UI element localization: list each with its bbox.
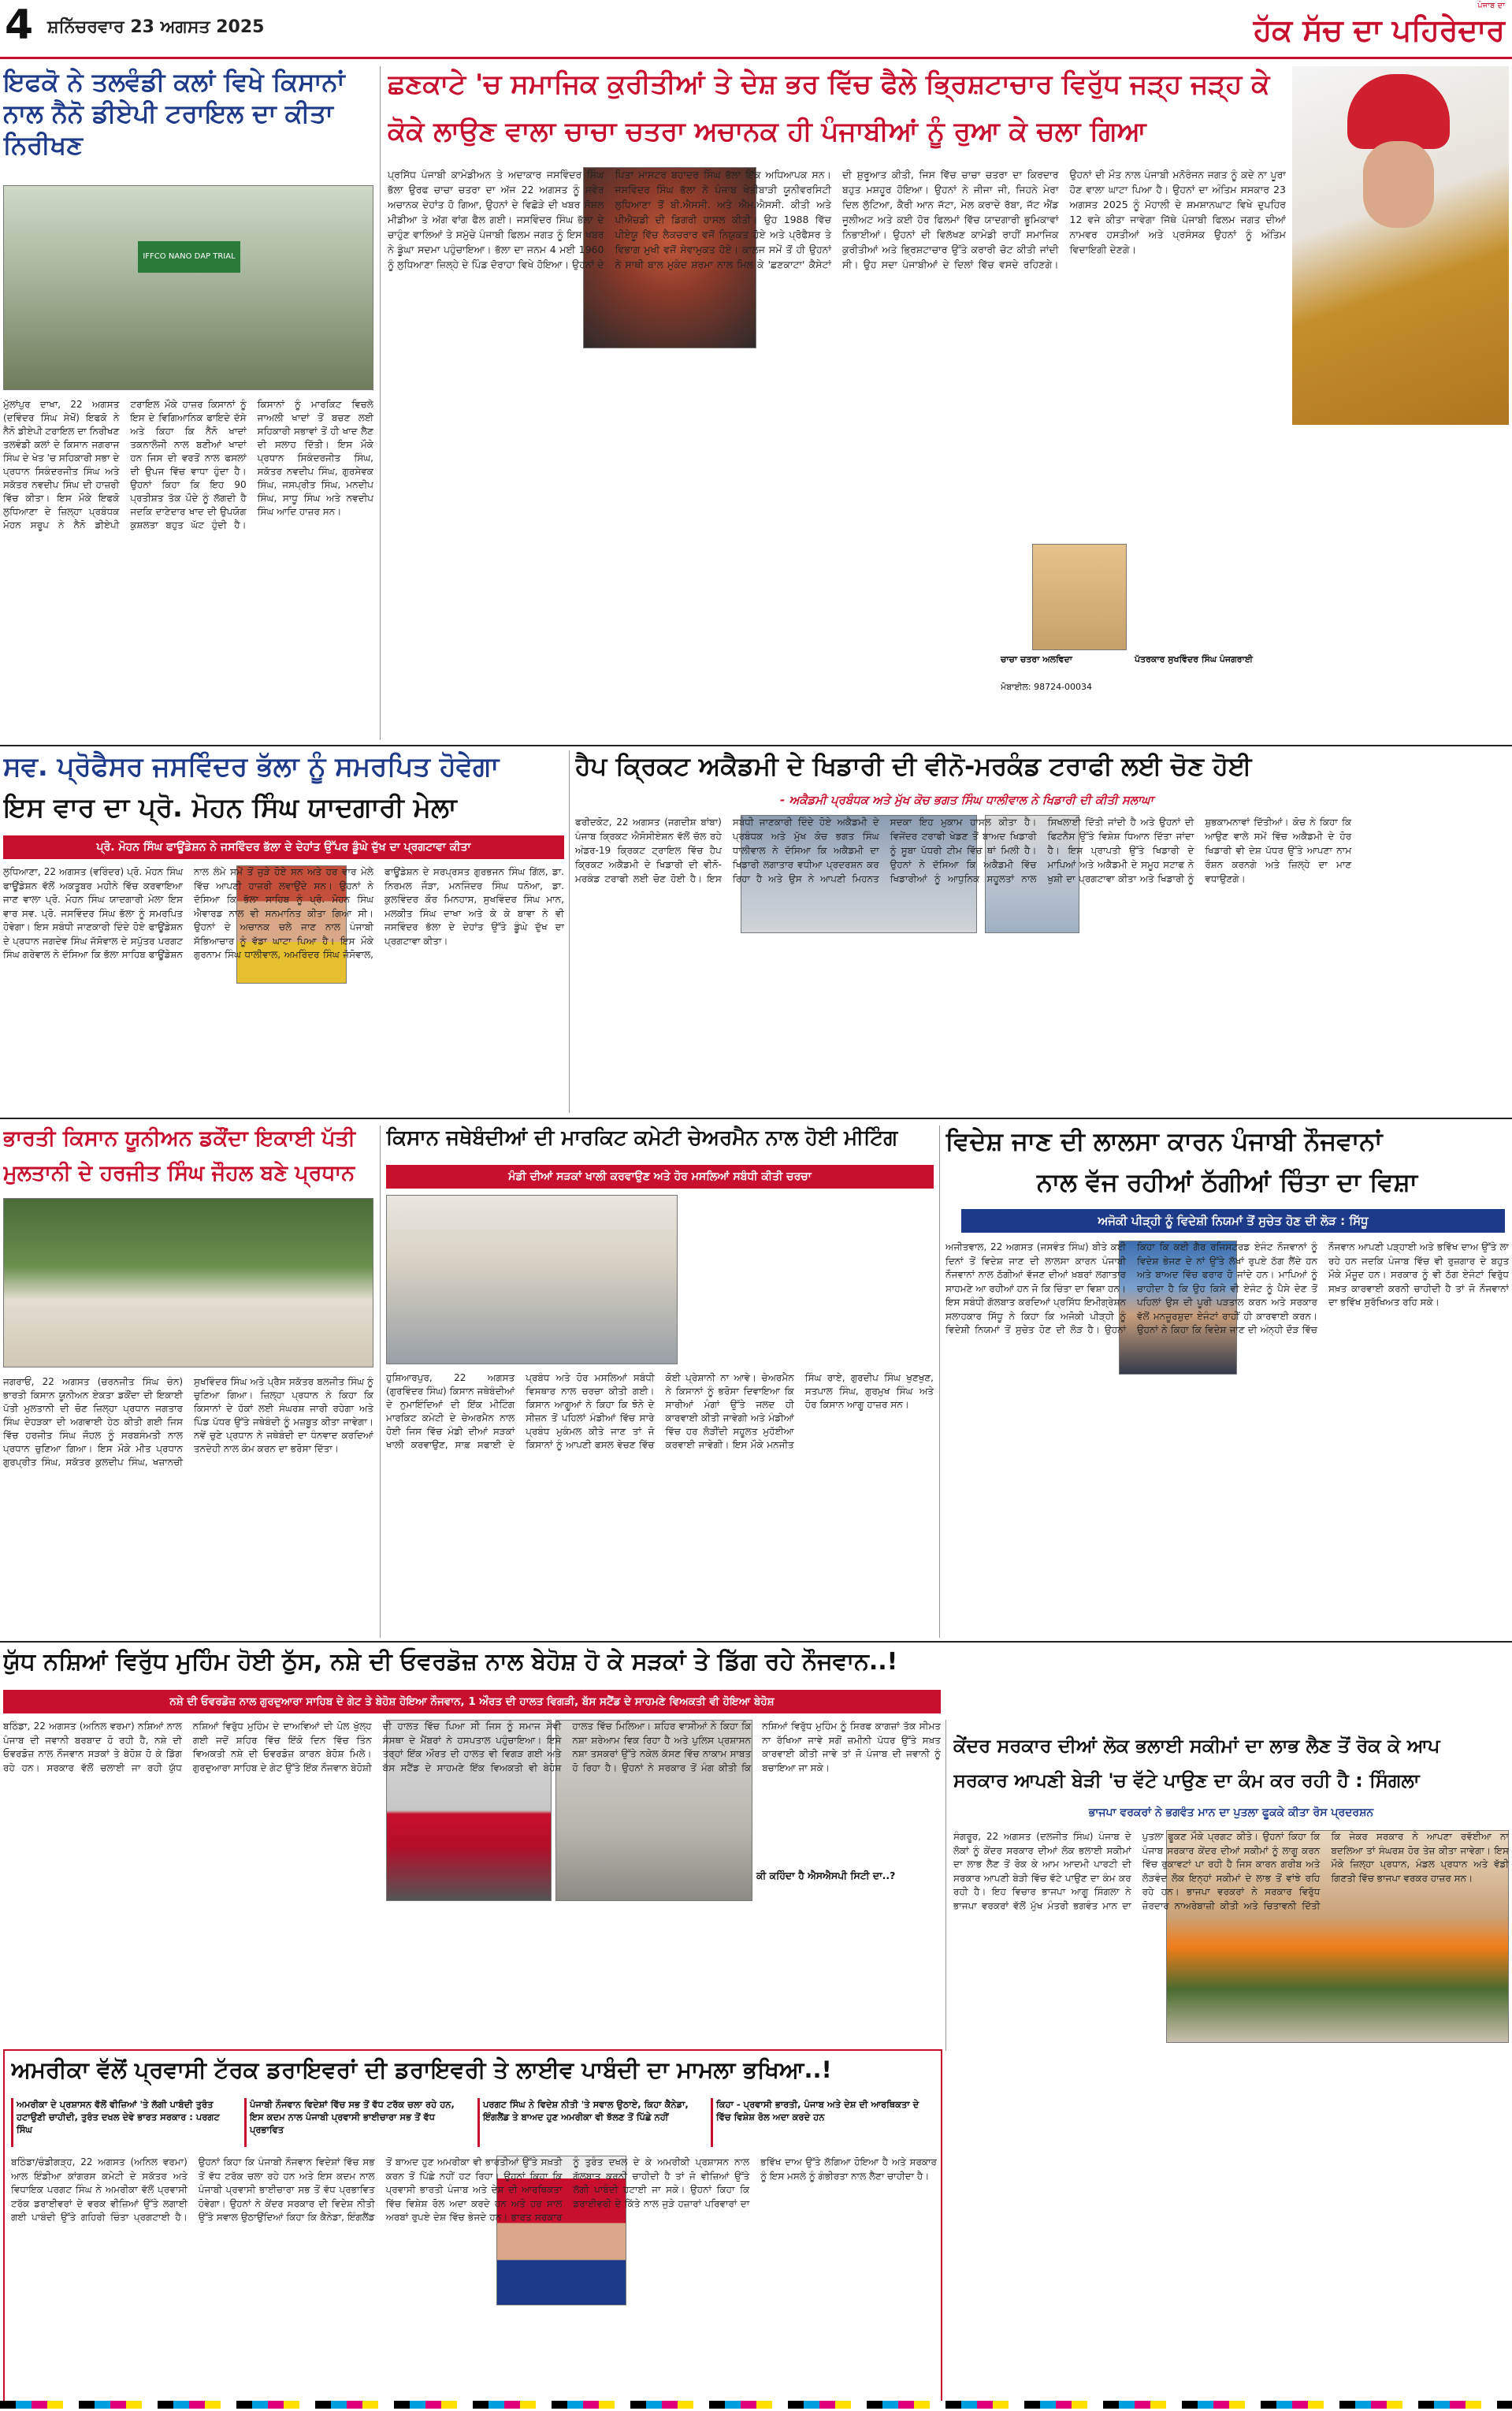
story10-body: ਬਠਿੰਡਾ/ਚੰਡੀਗੜ੍ਹ, 22 ਅਗਸਤ (ਅਨਿਲ ਵਰਮਾ) ਆਲ ਇੰਡੀਆ ਕਾਂਗਰਸ ਕਮੇਟੀ ਦੇ ਸਕੱਤਰ ਅਤੇ ਵਿਧਾਇਕ ਪਰਗਟ ਸਿੰਘ ਨੇ ਅਮਰੀਕਾ ਵੱਲੋਂ ਪ੍ਰਵਾਸੀ ਟਰੱਕ ਡਰਾਈਵਰਾਂ ਦੇ ਵਰਕ ਵੀਜ਼ਿਆਂ ਉੱਤੇ ਲਗਾਈ ਗਈ ਪਾਬੰਦੀ ਉੱਤੇ ਗਹਿਰੀ ਚਿੰਤਾ ਪ੍ਰਗਟਾਈ ਹੈ। ਉਹਨਾਂ ਕਿਹਾ ਕਿ ਪੰਜਾਬੀ ਨੌਜਵਾਨ ਵਿਦੇਸ਼ਾਂ ਵਿੱਚ ਸਭ ਤੋਂ ਵੱਧ ਟਰੱਕ ਚਲਾ ਰਹੇ ਹਨ ਅਤੇ ਇਸ ਕਦਮ ਨਾਲ ਪੰਜਾਬੀ ਪ੍ਰਵਾਸੀ ਭਾਈਚਾਰਾ ਸਭ ਤੋਂ ਵੱਧ ਪ੍ਰਭਾਵਿਤ ਹੋਵੇਗਾ। ਉਹਨਾਂ ਨੇ ਕੇਂਦਰ ਸਰਕਾਰ ਦੀ ਵਿਦੇਸ਼ ਨੀਤੀ ਉੱਤੇ ਸਵਾਲ ਉਠਾਉਂਦਿਆਂ ਕਿਹਾ ਕਿ ਕੈਨੇਡਾ, ਇੰਗਲੈਂਡ ਤੋਂ ਬਾਅਦ ਹੁਣ ਅਮਰੀਕਾ ਵੀ ਭਾਰਤੀਆਂ ਉੱਤੇ ਸਖ਼ਤੀ ਕਰਨ ਤੋਂ ਪਿੱਛੇ ਨਹੀਂ ਹਟ ਰਿਹਾ। ਉਹਨਾਂ ਕਿਹਾ ਕਿ ਪ੍ਰਵਾਸੀ ਭਾਰਤੀ ਪੰਜਾਬ ਅਤੇ ਦੇਸ਼ ਦੀ ਆਰਥਿਕਤਾ ਵਿੱਚ ਵਿਸ਼ੇਸ਼ ਰੋਲ ਅਦਾ ਕਰਦੇ ਹਨ ਅਤੇ ਹਰ ਸਾਲ ਅਰਬਾਂ ਰੁਪਏ ਦੇਸ਼ ਵਿੱਚ ਭੇਜਦੇ ਹਨ। ਭਾਰਤ ਸਰਕਾਰ ਨੂੰ ਤੁਰੰਤ ਦਖਲ ਦੇ ਕੇ ਅਮਰੀਕੀ ਪ੍ਰਸ਼ਾਸਨ ਨਾਲ ਗੱਲਬਾਤ ਕਰਨੀ ਚਾਹੀਦੀ ਹੈ ਤਾਂ ਜੋ ਵੀਜ਼ਿਆਂ ਉੱਤੇ ਲੱਗੀ ਪਾਬੰਦੀ ਹਟਾਈ ਜਾ ਸਕੇ। ਉਹਨਾਂ ਕਿਹਾ ਕਿ ਡਰਾਈਵਰੀ ਦੇ ਕਿੱਤੇ ਨਾਲ ਜੁੜੇ ਹਜ਼ਾਰਾਂ ਪਰਿਵਾਰਾਂ ਦਾ ਭਵਿੱਖ ਦਾਅ ਉੱਤੇ ਲੱਗਿਆ ਹੋਇਆ ਹੈ ਅਤੇ ਸਰਕਾਰ ਨੂੰ ਇਸ ਮਸਲੇ ਨੂੰ ਗੰਭੀਰਤਾ ਨਾਲ ਲੈਣਾ ਚਾਹੀਦਾ ਹੈ। (11, 2156, 937, 2223)
story2-byline-photo (1032, 544, 1127, 650)
column-divider-4 (939, 1126, 940, 1638)
masthead-title: ਹੱਕ ਸੱਚ ਦਾ ਪਹਿਰੇਦਾਰ (1253, 13, 1505, 47)
story3-headline-line2: ਇਸ ਵਾਰ ਦਾ ਪ੍ਰੋ. ਮੋਹਨ ਸਿੰਘ ਯਾਦਗਾਰੀ ਮੇਲਾ (3, 792, 457, 824)
section-divider (0, 745, 1512, 746)
story6-strap: ਮੰਡੀ ਦੀਆਂ ਸੜਕਾਂ ਖਾਲੀ ਕਰਵਾਉਣ ਅਤੇ ਹੋਰ ਮਸਲਿਆਂ ਸਬੰਧੀ ਕੀਤੀ ਚਰਚਾ (386, 1165, 934, 1189)
story8-headline: ਯੁੱਧ ਨਸ਼ਿਆਂ ਵਿਰੁੱਧ ਮੁਹਿੰਮ ਹੋਈ ਠੁੱਸ, ਨਸ਼ੇ ਦੀ ਓਵਰਡੋਜ਼ ਨਾਲ ਬੇਹੋਸ਼ ਹੋ ਕੇ ਸੜਕਾਂ ਤੇ ਡਿੱਗ ਰਹੇ ਨੌਜਵਾਨ..! (3, 1648, 898, 1676)
story3-strap: ਪ੍ਰੋ. ਮੋਹਨ ਸਿੰਘ ਫਾਊਂਡੇਸ਼ਨ ਨੇ ਜਸਵਿੰਦਰ ਭੱਲਾ ਦੇ ਦੇਹਾਂਤ ਉੱਪਰ ਡੂੰਘੇ ਦੁੱਖ ਦਾ ਪ੍ਰਗਟਾਵਾ ਕੀਤਾ (3, 835, 564, 859)
story3-headline-line1: ਸਵ. ਪ੍ਰੋਫੈਸਰ ਜਸਵਿੰਦਰ ਭੱਲਾ ਨੂੰ ਸਮਰਪਿਤ ਹੋਵੇਗਾ (3, 751, 500, 783)
column-divider-2 (569, 750, 570, 1113)
story2-headline-line1: ਛਣਕਾਟੇ 'ਚ ਸਮਾਜਿਕ ਕੁਰੀਤੀਆਂ ਤੇ ਦੇਸ਼ ਭਰ ਵਿੱਚ ਫੈਲੇ ਭ੍ਰਿਸ਼ਟਾਚਾਰ ਵਿਰੁੱਧ ਜੜ੍ਹ ਜੜ੍ਹ ਕੇ (388, 69, 1270, 100)
story6-body: ਹੁਸ਼ਿਆਰਪੁਰ, 22 ਅਗਸਤ (ਗੁਰਵਿੰਦਰ ਸਿੰਘ) ਕਿਸਾਨ ਜਥੇਬੰਦੀਆਂ ਦੇ ਨੁਮਾਇੰਦਿਆਂ ਦੀ ਇੱਕ ਮੀਟਿੰਗ ਮਾਰਕਿਟ ਕਮੇਟੀ ਦੇ ਚੇਅਰਮੈਨ ਨਾਲ ਹੋਈ ਜਿਸ ਵਿੱਚ ਮੰਡੀ ਦੀਆਂ ਸੜਕਾਂ ਖਾਲੀ ਕਰਵਾਉਣ, ਸਾਫ਼ ਸਫਾਈ ਦੇ ਪ੍ਰਬੰਧ ਅਤੇ ਹੋਰ ਮਸਲਿਆਂ ਸਬੰਧੀ ਵਿਸਥਾਰ ਨਾਲ ਚਰਚਾ ਕੀਤੀ ਗਈ। ਕਿਸਾਨ ਆਗੂਆਂ ਨੇ ਕਿਹਾ ਕਿ ਝੋਨੇ ਦੇ ਸੀਜ਼ਨ ਤੋਂ ਪਹਿਲਾਂ ਮੰਡੀਆਂ ਵਿੱਚ ਸਾਰੇ ਪ੍ਰਬੰਧ ਮੁਕੰਮਲ ਕੀਤੇ ਜਾਣ ਤਾਂ ਜੋ ਕਿਸਾਨਾਂ ਨੂੰ ਆਪਣੀ ਫਸਲ ਵੇਚਣ ਵਿੱਚ ਕੋਈ ਪ੍ਰੇਸ਼ਾਨੀ ਨਾ ਆਵੇ। ਚੇਅਰਮੈਨ ਨੇ ਕਿਸਾਨਾਂ ਨੂੰ ਭਰੋਸਾ ਦਿਵਾਇਆ ਕਿ ਸਾਰੀਆਂ ਮੰਗਾਂ ਉੱਤੇ ਜਲਦ ਹੀ ਕਾਰਵਾਈ ਕੀਤੀ ਜਾਵੇਗੀ ਅਤੇ ਮੰਡੀਆਂ ਵਿੱਚ ਹਰ ਲੋੜੀਂਦੀ ਸਹੂਲਤ ਮੁਹੱਈਆ ਕਰਵਾਈ ਜਾਵੇਗੀ। ਇਸ ਮੌਕੇ ਮਨਜੀਤ ਸਿੰਘ ਰਾਏ, ਗੁਰਦੀਪ ਸਿੰਘ ਖੁਣਖੁਣ, ਸਤਪਾਲ ਸਿੰਘ, ਗੁਰਮੁਖ ਸਿੰਘ ਅਤੇ ਹੋਰ ਕਿਸਾਨ ਆਗੂ ਹਾਜ਼ਰ ਸਨ। (386, 1372, 934, 1450)
story2-byline-name: ਪੱਤਰਕਾਰ ਸੁਖਵਿੰਦਰ ਸਿੰਘ ਪੰਜਗਰਾਈ (1135, 654, 1253, 664)
story2-headline-line2: ਕੋਕੇ ਲਾਉਣ ਵਾਲਾ ਚਾਚਾ ਚਤਰਾ ਅਚਾਨਕ ਹੀ ਪੰਜਾਬੀਆਂ ਨੂੰ ਰੁਆ ਕੇ ਚਲਾ ਗਿਆ (388, 116, 1146, 147)
page-header (0, 0, 1512, 55)
story10-strap-1: ਅਮਰੀਕਾ ਦੇ ਪ੍ਰਸ਼ਾਸਨ ਵੱਲੋਂ ਵੀਜ਼ਿਆਂ 'ਤੇ ਲੱਗੀ ਪਾਬੰਦੀ ਤੁਰੰਤ ਹਟਾਉਣੀ ਚਾਹੀਦੀ, ਤੁਰੰਤ ਦਖਲ ਦੇਵੇ ਭਾਰਤ ਸਰਕਾਰ : ਪਰਗਟ ਸਿੰਘ (11, 2098, 236, 2147)
story5-headline-line1: ਭਾਰਤੀ ਕਿਸਾਨ ਯੂਨੀਅਨ ਡਕੌਂਦਾ ਇਕਾਈ ਪੱਤੀ (3, 1126, 356, 1151)
story7-headline-line2: ਨਾਲ ਵੱਜ ਰਹੀਆਂ ਠੱਗੀਆਂ ਚਿੰਤਾ ਦਾ ਵਿਸ਼ਾ (1036, 1167, 1418, 1197)
story5-headline-line2: ਮੁਲਤਾਨੀ ਦੇ ਹਰਜੀਤ ਸਿੰਘ ਜੌਹਲ ਬਣੇ ਪ੍ਰਧਾਨ (3, 1161, 355, 1185)
story1-photo-banner: IFFCO NANO DAP TRIAL (138, 241, 240, 273)
turban-shape (1347, 74, 1450, 149)
masthead-tag: ਪੰਜਾਬ ਦਾ (1477, 2, 1505, 10)
face-shape (1363, 141, 1434, 228)
story10-strap-2: ਪੰਜਾਬੀ ਨੌਜਵਾਨ ਵਿਦੇਸ਼ਾਂ ਵਿੱਚ ਸਭ ਤੋਂ ਵੱਧ ਟਰੱਕ ਚਲਾ ਰਹੇ ਹਨ, ਇਸ ਕਦਮ ਨਾਲ ਪੰਜਾਬੀ ਪ੍ਰਵਾਸੀ ਭਾਈਚਾਰਾ ਸਭ ਤੋਂ ਵੱਧ ਪ੍ਰਭਾਵਿਤ (244, 2098, 469, 2147)
story6-headline: ਕਿਸਾਨ ਜਥੇਬੰਦੀਆਂ ਦੀ ਮਾਰਕਿਟ ਕਮੇਟੀ ਚੇਅਰਮੈਨ ਨਾਲ ਹੋਈ ਮੀਟਿੰਗ (386, 1126, 898, 1150)
story2-body: ਪ੍ਰਸਿੱਧ ਪੰਜਾਬੀ ਕਾਮੇਡੀਅਨ ਤੇ ਅਦਾਕਾਰ ਜਸਵਿੰਦਰ ਸਿੰਘ ਭੱਲਾ ਉਰਫ ਚਾਚਾ ਚਤਰਾ ਦਾ ਅੱਜ 22 ਅਗਸਤ ਨੂੰ ਸਵੇਰ ਅਚਾਨਕ ਦੇਹਾਂਤ ਹੋ ਗਿਆ, ਉਹਨਾਂ ਦੇ ਵਿਛੋੜੇ ਦੀ ਖਬਰ ਸੋਸ਼ਲ ਮੀਡੀਆ ਤੇ ਅੱਗ ਵਾਂਗ ਫੈਲ ਗਈ। ਜਸਵਿੰਦਰ ਸਿੰਘ ਭੱਲਾ ਦੇ ਚਾਹੁੰਣ ਵਾਲਿਆਂ ਤੇ ਸਮੁੱਚੇ ਪੰਜਾਬੀ ਫਿਲਮ ਜਗਤ ਨੂੰ ਇਸ ਖਬਰ ਨੇ ਡੂੰਘਾ ਸਦਮਾ ਪਹੁੰਚਾਇਆ। ਭੱਲਾ ਦਾ ਜਨਮ 4 ਮਈ 1960 ਨੂੰ ਲੁਧਿਆਣਾ ਜ਼ਿਲ੍ਹੇ ਦੇ ਪਿੰਡ ਦੋਰਾਹਾ ਵਿਖੇ ਹੋਇਆ। ਉਹਨਾਂ ਦੇ ਪਿਤਾ ਮਾਸਟਰ ਬਹਾਦਰ ਸਿੰਘ ਭੱਲਾ ਇੱਕ ਅਧਿਆਪਕ ਸਨ। ਜਸਵਿੰਦਰ ਸਿੰਘ ਭੱਲਾ ਨੇ ਪੰਜਾਬ ਖੇਤੀਬਾੜੀ ਯੂਨੀਵਰਸਿਟੀ ਲੁਧਿਆਣਾ ਤੋਂ ਬੀ.ਐਸਸੀ. ਅਤੇ ਐਮ.ਐਸਸੀ. ਕੀਤੀ ਅਤੇ ਪੀਐਚਡੀ ਦੀ ਡਿਗਰੀ ਹਾਸਲ ਕੀਤੀ। ਉਹ 1988 ਵਿੱਚ ਪੀਏਯੂ ਵਿੱਚ ਲੈਕਚਰਾਰ ਵਜੋਂ ਨਿਯੁਕਤ ਹੋਏ ਅਤੇ ਪ੍ਰੋਫੈਸਰ ਤੇ ਵਿਭਾਗ ਮੁਖੀ ਵਜੋਂ ਸੇਵਾਮੁਕਤ ਹੋਏ। ਕਾਲਜ ਸਮੇਂ ਤੋਂ ਹੀ ਉਹਨਾਂ ਨੇ ਸਾਥੀ ਬਾਲ ਮੁਕੰਦ ਸ਼ਰਮਾ ਨਾਲ ਮਿਲ ਕੇ 'ਛਣਕਾਟਾ' ਕੈਸੇਟਾਂ ਦੀ ਸ਼ੁਰੂਆਤ ਕੀਤੀ, ਜਿਸ ਵਿੱਚ ਚਾਚਾ ਚਤਰਾ ਦਾ ਕਿਰਦਾਰ ਬਹੁਤ ਮਸ਼ਹੂਰ ਹੋਇਆ। ਉਹਨਾਂ ਨੇ ਜੀਜਾ ਜੀ, ਜਿਹਨੇ ਮੇਰਾ ਦਿਲ ਲੁੱਟਿਆ, ਕੈਰੀ ਆਨ ਜੱਟਾ, ਮੇਲ ਕਰਾਦੇ ਰੱਬਾ, ਜੱਟ ਐਂਡ ਜੂਲੀਅਟ ਅਤੇ ਕਈ ਹੋਰ ਫਿਲਮਾਂ ਵਿੱਚ ਯਾਦਗਾਰੀ ਭੂਮਿਕਾਵਾਂ ਨਿਭਾਈਆਂ। ਉਹਨਾਂ ਦੀ ਵਿਲੱਖਣ ਕਾਮੇਡੀ ਰਾਹੀਂ ਸਮਾਜਿਕ ਕੁਰੀਤੀਆਂ ਅਤੇ ਭ੍ਰਿਸ਼ਟਾਚਾਰ ਉੱਤੇ ਕਰਾਰੀ ਚੋਟ ਕੀਤੀ ਜਾਂਦੀ ਸੀ। ਉਹ ਸਦਾ ਪੰਜਾਬੀਆਂ ਦੇ ਦਿਲਾਂ ਵਿੱਚ ਵਸਦੇ ਰਹਿਣਗੇ। ਉਹਨਾਂ ਦੀ ਮੌਤ ਨਾਲ ਪੰਜਾਬੀ ਮਨੋਰੰਜਨ ਜਗਤ ਨੂੰ ਕਦੇ ਨਾ ਪੂਰਾ ਹੋਣ ਵਾਲਾ ਘਾਟਾ ਪਿਆ ਹੈ। ਉਹਨਾਂ ਦਾ ਅੰਤਿਮ ਸਸਕਾਰ 23 ਅਗਸਤ 2025 ਨੂੰ ਮੋਹਾਲੀ ਦੇ ਸ਼ਮਸ਼ਾਨਘਾਟ ਵਿਖੇ ਦੁਪਹਿਰ 12 ਵਜੇ ਕੀਤਾ ਜਾਵੇਗਾ ਜਿੱਥੇ ਪੰਜਾਬੀ ਫਿਲਮ ਜਗਤ ਦੀਆਂ ਨਾਮਵਰ ਹਸਤੀਆਂ ਅਤੇ ਪ੍ਰਸੰਸਕ ਉਹਨਾਂ ਨੂੰ ਅੰਤਿਮ ਵਿਦਾਇਗੀ ਦੇਣਗੇ। (388, 169, 1286, 270)
column-divider (380, 66, 381, 740)
story5-photo (3, 1198, 373, 1367)
story2-byline-phone: ਮੋਬਾਈਲ: 98724-00034 (1001, 682, 1093, 692)
column-divider-5 (945, 1720, 946, 2051)
story6-photo (386, 1195, 678, 1364)
story1-body: ਮੁੱਲਾਂਪੁਰ ਦਾਖਾ, 22 ਅਗਸਤ (ਦਵਿੰਦਰ ਸਿੰਘ ਸੇਖੋਂ) ਇਫਕੋ ਨੇ ਨੈਨੋ ਡੀਏਪੀ ਟਰਾਇਲ ਦਾ ਨਿਰੀਖਣ ਤਲਵੰਡੀ ਕਲਾਂ ਦੇ ਕਿਸਾਨ ਜਗਰਾਜ ਸਿੰਘ ਦੇ ਖੇਤ 'ਚ ਸਹਿਕਾਰੀ ਸਭਾ ਦੇ ਪ੍ਰਧਾਨ ਸਿਕੰਦਰਜੀਤ ਸਿੰਘ ਅਤੇ ਸਕੱਤਰ ਨਵਦੀਪ ਸਿੰਘ ਦੀ ਹਾਜ਼ਰੀ ਵਿੱਚ ਕੀਤਾ। ਇਸ ਮੌਕੇ ਇਫਕੋ ਲੁਧਿਆਣਾ ਦੇ ਜ਼ਿਲ੍ਹਾ ਪ੍ਰਬੰਧਕ ਮੋਹਨ ਸਰੂਪ ਨੇ ਨੈਨੋ ਡੀਏਪੀ ਟਰਾਇਲ ਮੌਕੇ ਹਾਜ਼ਰ ਕਿਸਾਨਾਂ ਨੂੰ ਇਸ ਦੇ ਵਿਗਿਆਨਿਕ ਫਾਇਦੇ ਦੱਸੇ ਅਤੇ ਕਿਹਾ ਕਿ ਨੈਨੋ ਖਾਦਾਂ ਤਕਨਾਲੋਜੀ ਨਾਲ ਬਣੀਆਂ ਖਾਦਾਂ ਹਨ ਜਿਸ ਦੀ ਵਰਤੋਂ ਨਾਲ ਫਸਲਾਂ ਦੀ ਉਪਜ ਵਿੱਚ ਵਾਧਾ ਹੁੰਦਾ ਹੈ। ਉਹਨਾਂ ਕਿਹਾ ਕਿ ਇਹ 90 ਪ੍ਰਤੀਸ਼ਤ ਤੱਕ ਪੌਦੇ ਨੂੰ ਲੱਗਦੀ ਹੈ ਜਦਕਿ ਦਾਣੇਦਾਰ ਖਾਦ ਦੀ ਉਪਯੋਗ ਕੁਸ਼ਲਤਾ ਬਹੁਤ ਘੱਟ ਹੁੰਦੀ ਹੈ। ਕਿਸਾਨਾਂ ਨੂੰ ਮਾਰਕਿਟ ਵਿਚਲੇ ਜਾਅਲੀ ਖਾਦਾਂ ਤੋਂ ਬਚਣ ਲਈ ਸਹਿਕਾਰੀ ਸਭਾਵਾਂ ਤੋਂ ਹੀ ਖਾਦ ਲੈਣ ਦੀ ਸਲਾਹ ਦਿੱਤੀ। ਇਸ ਮੌਕੇ ਪ੍ਰਧਾਨ ਸਿਕੰਦਰਜੀਤ ਸਿੰਘ, ਸਕੱਤਰ ਨਵਦੀਪ ਸਿੰਘ, ਗੁਰਸੇਵਕ ਸਿੰਘ, ਜਸਪ੍ਰੀਤ ਸਿੰਘ, ਮਨਦੀਪ ਸਿੰਘ, ਸਾਧੂ ਸਿੰਘ ਅਤੇ ਨਵਦੀਪ ਸਿੰਘ ਆਦਿ ਹਾਜ਼ਰ ਸਨ। (3, 399, 373, 530)
story9-headline-line1: ਕੇਂਦਰ ਸਰਕਾਰ ਦੀਆਂ ਲੋਕ ਭਲਾਈ ਸਕੀਮਾਂ ਦਾ ਲਾਭ ਲੈਣ ਤੋਂ ਰੋਕ ਕੇ ਆਪ (953, 1735, 1440, 1757)
story9-headline-line2: ਸਰਕਾਰ ਆਪਣੀ ਬੇੜੀ 'ਚ ਵੱਟੇ ਪਾਉਣ ਦਾ ਕੰਮ ਕਰ ਰਹੀ ਹੈ : ਸਿੰਗਲਾ (953, 1769, 1420, 1792)
story7-body: ਅਜੀਤਵਾਲ, 22 ਅਗਸਤ (ਜਸਵੰਤ ਸਿੰਘ) ਬੀਤੇ ਕਈ ਦਿਨਾਂ ਤੋਂ ਵਿਦੇਸ਼ ਜਾਣ ਦੀ ਲਾਲਸਾ ਕਾਰਨ ਪੰਜਾਬੀ ਨੌਜਵਾਨਾਂ ਨਾਲ ਠੱਗੀਆਂ ਵੱਜਣ ਦੀਆਂ ਖ਼ਬਰਾਂ ਲਗਾਤਾਰ ਸਾਹਮਣੇ ਆ ਰਹੀਆਂ ਹਨ ਜੋ ਕਿ ਚਿੰਤਾ ਦਾ ਵਿਸ਼ਾ ਹਨ। ਇਸ ਸਬੰਧੀ ਗੱਲਬਾਤ ਕਰਦਿਆਂ ਪ੍ਰਸਿੱਧ ਇਮੀਗ੍ਰੇਸ਼ਨ ਸਲਾਹਕਾਰ ਸਿੱਧੂ ਨੇ ਕਿਹਾ ਕਿ ਅਜੋਕੀ ਪੀੜ੍ਹੀ ਨੂੰ ਵਿਦੇਸ਼ੀ ਨਿਯਮਾਂ ਤੋਂ ਸੁਚੇਤ ਹੋਣ ਦੀ ਲੋੜ ਹੈ। ਉਹਨਾਂ ਕਿਹਾ ਕਿ ਕਈ ਗੈਰ ਰਜਿਸਟਰਡ ਏਜੰਟ ਨੌਜਵਾਨਾਂ ਨੂੰ ਵਿਦੇਸ਼ ਭੇਜਣ ਦੇ ਨਾਂ ਉੱਤੇ ਲੱਖਾਂ ਰੁਪਏ ਠੱਗ ਲੈਂਦੇ ਹਨ ਅਤੇ ਬਾਅਦ ਵਿੱਚ ਫਰਾਰ ਹੋ ਜਾਂਦੇ ਹਨ। ਮਾਪਿਆਂ ਨੂੰ ਚਾਹੀਦਾ ਹੈ ਕਿ ਉਹ ਕਿਸੇ ਵੀ ਏਜੰਟ ਨੂੰ ਪੈਸੇ ਦੇਣ ਤੋਂ ਪਹਿਲਾਂ ਉਸ ਦੀ ਪੂਰੀ ਪੜਤਾਲ ਕਰਨ ਅਤੇ ਸਰਕਾਰ ਵੱਲੋਂ ਮਨਜ਼ੂਰਸ਼ੁਦਾ ਏਜੰਟਾਂ ਰਾਹੀਂ ਹੀ ਕਾਰਵਾਈ ਕਰਨ। ਉਹਨਾਂ ਨੇ ਕਿਹਾ ਕਿ ਵਿਦੇਸ਼ ਜਾਣ ਦੀ ਅੰਨ੍ਹੀ ਦੌੜ ਵਿੱਚ ਨੌਜਵਾਨ ਆਪਣੀ ਪੜ੍ਹਾਈ ਅਤੇ ਭਵਿੱਖ ਦਾਅ ਉੱਤੇ ਲਾ ਰਹੇ ਹਨ ਜਦਕਿ ਪੰਜਾਬ ਵਿੱਚ ਵੀ ਰੁਜ਼ਗਾਰ ਦੇ ਬਹੁਤ ਮੌਕੇ ਮੌਜੂਦ ਹਨ। ਸਰਕਾਰ ਨੂੰ ਵੀ ਠੱਗ ਏਜੰਟਾਂ ਵਿਰੁੱਧ ਸਖ਼ਤ ਕਾਰਵਾਈ ਕਰਨੀ ਚਾਹੀਦੀ ਹੈ ਤਾਂ ਜੋ ਨੌਜਵਾਨਾਂ ਦਾ ਭਵਿੱਖ ਸੁਰੱਖਿਅਤ ਰਹਿ ਸਕੇ। (945, 1241, 1509, 1335)
story3-body: ਲੁਧਿਆਣਾ, 22 ਅਗਸਤ (ਵਰਿੰਦਰ) ਪ੍ਰੋ. ਮੋਹਨ ਸਿੰਘ ਫਾਊਂਡੇਸ਼ਨ ਵੱਲੋਂ ਅਕਤੂਬਰ ਮਹੀਨੇ ਵਿੱਚ ਕਰਵਾਇਆ ਜਾਣ ਵਾਲਾ ਪ੍ਰੋ. ਮੋਹਨ ਸਿੰਘ ਯਾਦਗਾਰੀ ਮੇਲਾ ਇਸ ਵਾਰ ਸਵ. ਪ੍ਰੋ. ਜਸਵਿੰਦਰ ਸਿੰਘ ਭੱਲਾ ਨੂੰ ਸਮਰਪਿਤ ਹੋਵੇਗਾ। ਇਸ ਸਬੰਧੀ ਜਾਣਕਾਰੀ ਦਿੰਦੇ ਹੋਏ ਫਾਊਂਡੇਸ਼ਨ ਦੇ ਪ੍ਰਧਾਨ ਜਗਦੇਵ ਸਿੰਘ ਜੱਸੋਵਾਲ ਦੇ ਸਪੁੱਤਰ ਪਰਗਟ ਸਿੰਘ ਗਰੇਵਾਲ ਨੇ ਦੱਸਿਆ ਕਿ ਭੱਲਾ ਸਾਹਿਬ ਫਾਊਂਡੇਸ਼ਨ ਨਾਲ ਲੰਮੇ ਸਮੇਂ ਤੋਂ ਜੁੜੇ ਹੋਏ ਸਨ ਅਤੇ ਹਰ ਵਾਰ ਮੇਲੇ ਵਿੱਚ ਆਪਣੀ ਹਾਜ਼ਰੀ ਲਵਾਉਂਦੇ ਸਨ। ਉਹਨਾਂ ਨੇ ਦੱਸਿਆ ਕਿ ਭੱਲਾ ਸਾਹਿਬ ਨੂੰ ਪ੍ਰੋ. ਮੋਹਨ ਸਿੰਘ ਐਵਾਰਡ ਨਾਲ ਵੀ ਸਨਮਾਨਿਤ ਕੀਤਾ ਗਿਆ ਸੀ। ਉਹਨਾਂ ਦੇ ਅਚਾਨਕ ਚਲੇ ਜਾਣ ਨਾਲ ਪੰਜਾਬੀ ਸੱਭਿਆਚਾਰ ਨੂੰ ਵੱਡਾ ਘਾਟਾ ਪਿਆ ਹੈ। ਇਸ ਮੌਕੇ ਗੁਰਨਾਮ ਸਿੰਘ ਧਾਲੀਵਾਲ, ਅਮਰਿੰਦਰ ਸਿੰਘ ਜੱਸੋਵਾਲ, ਫਾਊਂਡੇਸ਼ਨ ਦੇ ਸਰਪ੍ਰਸਤ ਗੁਰਭਜਨ ਸਿੰਘ ਗਿੱਲ, ਡਾ. ਨਿਰਮਲ ਜੌੜਾ, ਮਨਜਿੰਦਰ ਸਿੰਘ ਧਨੋਆ, ਡਾ. ਕੁਲਵਿੰਦਰ ਕੌਰ ਮਿਨਹਾਸ, ਸੁਖਵਿੰਦਰ ਸਿੰਘ ਮਾਨ, ਮਲਕੀਤ ਸਿੰਘ ਦਾਖਾ ਅਤੇ ਕੇ ਕੇ ਬਾਵਾ ਨੇ ਵੀ ਜਸਵਿੰਦਰ ਭੱਲਾ ਦੇ ਦੇਹਾਂਤ ਉੱਤੇ ਡੂੰਘੇ ਦੁੱਖ ਦਾ ਪ੍ਰਗਟਾਵਾ ਕੀਤਾ। (3, 866, 564, 960)
date-line: ਸ਼ਨਿੱਚਰਵਾਰ 23 ਅਗਸਤ 2025 (47, 17, 265, 37)
story4-headline: ਹੈਪ ਕ੍ਰਿਕਟ ਅਕੈਡਮੀ ਦੇ ਖਿਡਾਰੀ ਦੀ ਵੀਨੋ-ਮਰਕੰਡ ਟਰਾਫੀ ਲਈ ਚੋਣ ਹੋਈ (575, 751, 1252, 781)
story2-portrait-photo (1292, 66, 1509, 425)
story8-question: ਕੀ ਕਹਿੰਦਾ ਹੈ ਐਸਐਸਪੀ ਸਿਟੀ ਦਾ..? (756, 1870, 938, 1885)
story8-body: ਬਠਿੰਡਾ, 22 ਅਗਸਤ (ਅਨਿਲ ਵਰਮਾ) ਨਸ਼ਿਆਂ ਨਾਲ ਪੰਜਾਬ ਦੀ ਜਵਾਨੀ ਬਰਬਾਦ ਹੋ ਰਹੀ ਹੈ, ਨਸ਼ੇ ਦੀ ਓਵਰਡੋਜ਼ ਨਾਲ ਨੌਜਵਾਨ ਸੜਕਾਂ ਤੇ ਬੇਹੋਸ਼ ਹੋ ਕੇ ਡਿੱਗ ਰਹੇ ਹਨ। ਸਰਕਾਰ ਵੱਲੋਂ ਚਲਾਈ ਜਾ ਰਹੀ ਯੁੱਧ ਨਸ਼ਿਆਂ ਵਿਰੁੱਧ ਮੁਹਿੰਮ ਦੇ ਦਾਅਵਿਆਂ ਦੀ ਪੋਲ ਖੁੱਲ੍ਹ ਗਈ ਜਦੋਂ ਸ਼ਹਿਰ ਵਿੱਚ ਇੱਕੋ ਦਿਨ ਵਿੱਚ ਤਿੰਨ ਵਿਅਕਤੀ ਨਸ਼ੇ ਦੀ ਓਵਰਡੋਜ਼ ਕਾਰਨ ਬੇਹੋਸ਼ ਮਿਲੇ। ਗੁਰਦੁਆਰਾ ਸਾਹਿਬ ਦੇ ਗੇਟ ਉੱਤੇ ਇੱਕ ਨੌਜਵਾਨ ਬੇਹੋਸ਼ੀ ਦੀ ਹਾਲਤ ਵਿੱਚ ਪਿਆ ਸੀ ਜਿਸ ਨੂੰ ਸਮਾਜ ਸੇਵੀ ਸੰਸਥਾ ਦੇ ਮੈਂਬਰਾਂ ਨੇ ਹਸਪਤਾਲ ਪਹੁੰਚਾਇਆ। ਇਸੇ ਤਰ੍ਹਾਂ ਇੱਕ ਔਰਤ ਦੀ ਹਾਲਤ ਵੀ ਵਿਗੜ ਗਈ ਅਤੇ ਬੱਸ ਸਟੈਂਡ ਦੇ ਸਾਹਮਣੇ ਇੱਕ ਵਿਅਕਤੀ ਵੀ ਬੇਹੋਸ਼ ਹਾਲਤ ਵਿੱਚ ਮਿਲਿਆ। ਸ਼ਹਿਰ ਵਾਸੀਆਂ ਨੇ ਕਿਹਾ ਕਿ ਨਸ਼ਾ ਸ਼ਰੇਆਮ ਵਿਕ ਰਿਹਾ ਹੈ ਅਤੇ ਪੁਲਿਸ ਪ੍ਰਸ਼ਾਸਨ ਨਸ਼ਾ ਤਸਕਰਾਂ ਉੱਤੇ ਨਕੇਲ ਕੱਸਣ ਵਿੱਚ ਨਾਕਾਮ ਸਾਬਤ ਹੋ ਰਿਹਾ ਹੈ। ਉਹਨਾਂ ਨੇ ਸਰਕਾਰ ਤੋਂ ਮੰਗ ਕੀਤੀ ਕਿ ਨਸ਼ਿਆਂ ਵਿਰੁੱਧ ਮੁਹਿੰਮ ਨੂੰ ਸਿਰਫ ਕਾਗਜ਼ਾਂ ਤੱਕ ਸੀਮਤ ਨਾ ਰੱਖਿਆ ਜਾਵੇ ਸਗੋਂ ਜ਼ਮੀਨੀ ਪੱਧਰ ਉੱਤੇ ਸਖ਼ਤ ਕਾਰਵਾਈ ਕੀਤੀ ਜਾਵੇ ਤਾਂ ਜੋ ਪੰਜਾਬ ਦੀ ਜਵਾਨੀ ਨੂੰ ਬਚਾਇਆ ਜਾ ਸਕੇ। (3, 1721, 941, 1773)
print-registration-strip (0, 2401, 1512, 2409)
story10-strap-4: ਕਿਹਾ - ਪ੍ਰਵਾਸੀ ਭਾਰਤੀ, ਪੰਜਾਬ ਅਤੇ ਦੇਸ਼ ਦੀ ਆਰਥਿਕਤਾ ਦੇ ਵਿੱਚ ਵਿਸ਼ੇਸ਼ ਰੋਲ ਅਦਾ ਕਰਦੇ ਹਨ (711, 2098, 935, 2147)
story5-body: ਜਗਰਾਓਂ, 22 ਅਗਸਤ (ਚਰਨਜੀਤ ਸਿੰਘ ਚੰਨ) ਭਾਰਤੀ ਕਿਸਾਨ ਯੂਨੀਅਨ ਏਕਤਾ ਡਕੌਂਦਾ ਦੀ ਇਕਾਈ ਪੱਤੀ ਮੁਲਤਾਨੀ ਦੀ ਚੋਣ ਜ਼ਿਲ੍ਹਾ ਪ੍ਰਧਾਨ ਜਗਤਾਰ ਸਿੰਘ ਦੇਹੜਕਾ ਦੀ ਅਗਵਾਈ ਹੇਠ ਕੀਤੀ ਗਈ ਜਿਸ ਵਿੱਚ ਹਰਜੀਤ ਸਿੰਘ ਜੌਹਲ ਨੂੰ ਸਰਬਸੰਮਤੀ ਨਾਲ ਪ੍ਰਧਾਨ ਚੁਣਿਆ ਗਿਆ। ਇਸ ਮੌਕੇ ਮੀਤ ਪ੍ਰਧਾਨ ਗੁਰਪ੍ਰੀਤ ਸਿੰਘ, ਸਕੱਤਰ ਕੁਲਦੀਪ ਸਿੰਘ, ਖਜ਼ਾਨਚੀ ਸੁਖਵਿੰਦਰ ਸਿੰਘ ਅਤੇ ਪ੍ਰੈਸ ਸਕੱਤਰ ਬਲਜੀਤ ਸਿੰਘ ਨੂੰ ਚੁਣਿਆ ਗਿਆ। ਜ਼ਿਲ੍ਹਾ ਪ੍ਰਧਾਨ ਨੇ ਕਿਹਾ ਕਿ ਕਿਸਾਨਾਂ ਦੇ ਹੱਕਾਂ ਲਈ ਸੰਘਰਸ਼ ਜਾਰੀ ਰਹੇਗਾ ਅਤੇ ਪਿੰਡ ਪੱਧਰ ਉੱਤੇ ਜਥੇਬੰਦੀ ਨੂੰ ਮਜ਼ਬੂਤ ਕੀਤਾ ਜਾਵੇਗਾ। ਨਵੇਂ ਚੁਣੇ ਪ੍ਰਧਾਨ ਨੇ ਜਥੇਬੰਦੀ ਦਾ ਧੰਨਵਾਦ ਕਰਦਿਆਂ ਤਨਦੇਹੀ ਨਾਲ ਕੰਮ ਕਰਨ ਦਾ ਭਰੋਸਾ ਦਿੱਤਾ। (3, 1376, 373, 1468)
section-divider-3 (0, 1641, 1512, 1643)
story10-headline: ਅਮਰੀਕਾ ਵੱਲੋਂ ਪ੍ਰਵਾਸੀ ਟੱਰਕ ਡਰਾਇਵਰਾਂ ਦੀ ਡਰਾਇਵਰੀ ਤੇ ਲਾਈਵ ਪਾਬੰਦੀ ਦਾ ਮਾਮਲਾ ਭਖਿਆ..! (11, 2056, 832, 2083)
story10-strap-3: ਪਰਗਟ ਸਿੰਘ ਨੇ ਵਿਦੇਸ਼ ਨੀਤੀ 'ਤੇ ਸਵਾਲ ਉਠਾਏ, ਕਿਹਾ ਕੈਨੇਡਾ, ਇੰਗਲੈਂਡ ਤੇ ਬਾਅਦ ਹੁਣ ਅਮਰੀਕਾ ਵੀ ਝੱਲਣ ਤੋਂ ਪਿੱਛੇ ਨਹੀਂ (477, 2098, 702, 2147)
story9-body: ਸੰਗਰੂਰ, 22 ਅਗਸਤ (ਦਲਜੀਤ ਸਿੰਘ) ਪੰਜਾਬ ਦੇ ਲੋਕਾਂ ਨੂੰ ਕੇਂਦਰ ਸਰਕਾਰ ਦੀਆਂ ਲੋਕ ਭਲਾਈ ਸਕੀਮਾਂ ਦਾ ਲਾਭ ਲੈਣ ਤੋਂ ਰੋਕ ਕੇ ਆਮ ਆਦਮੀ ਪਾਰਟੀ ਦੀ ਸਰਕਾਰ ਆਪਣੀ ਬੇੜੀ ਵਿੱਚ ਵੱਟੇ ਪਾਉਣ ਦਾ ਕੰਮ ਕਰ ਰਹੀ ਹੈ। ਇਹ ਵਿਚਾਰ ਭਾਜਪਾ ਆਗੂ ਸਿੰਗਲਾ ਨੇ ਭਾਜਪਾ ਵਰਕਰਾਂ ਵੱਲੋਂ ਮੁੱਖ ਮੰਤਰੀ ਭਗਵੰਤ ਮਾਨ ਦਾ ਪੁਤਲਾ ਫੂਕਣ ਮੌਕੇ ਪ੍ਰਗਟ ਕੀਤੇ। ਉਹਨਾਂ ਕਿਹਾ ਕਿ ਪੰਜਾਬ ਸਰਕਾਰ ਕੇਂਦਰ ਦੀਆਂ ਸਕੀਮਾਂ ਨੂੰ ਲਾਗੂ ਕਰਨ ਵਿੱਚ ਰੁਕਾਵਟਾਂ ਪਾ ਰਹੀ ਹੈ ਜਿਸ ਕਾਰਨ ਗਰੀਬ ਅਤੇ ਲੋੜਵੰਦ ਲੋਕ ਇਨ੍ਹਾਂ ਸਕੀਮਾਂ ਦੇ ਲਾਭ ਤੋਂ ਵਾਂਝੇ ਰਹਿ ਰਹੇ ਹਨ। ਭਾਜਪਾ ਵਰਕਰਾਂ ਨੇ ਸਰਕਾਰ ਵਿਰੁੱਧ ਜ਼ੋਰਦਾਰ ਨਾਅਰੇਬਾਜ਼ੀ ਕੀਤੀ ਅਤੇ ਚਿਤਾਵਨੀ ਦਿੱਤੀ ਕਿ ਜੇਕਰ ਸਰਕਾਰ ਨੇ ਆਪਣਾ ਰਵੱਈਆ ਨਾ ਬਦਲਿਆ ਤਾਂ ਸੰਘਰਸ਼ ਹੋਰ ਤੇਜ਼ ਕੀਤਾ ਜਾਵੇਗਾ। ਇਸ ਮੌਕੇ ਜ਼ਿਲ੍ਹਾ ਪ੍ਰਧਾਨ, ਮੰਡਲ ਪ੍ਰਧਾਨ ਅਤੇ ਵੱਡੀ ਗਿਣਤੀ ਵਿੱਚ ਭਾਜਪਾ ਵਰਕਰ ਹਾਜ਼ਰ ਸਨ। (953, 1831, 1509, 1911)
story8-strap: ਨਸ਼ੇ ਦੀ ਓਵਰਡੋਜ਼ ਨਾਲ ਗੁਰਦੁਆਰਾ ਸਾਹਿਬ ਦੇ ਗੇਟ ਤੇ ਬੇਹੋਸ਼ ਹੋਇਆ ਨੌਜਵਾਨ, 1 ਔਰਤ ਦੀ ਹਾਲਤ ਵਿਗੜੀ, ਬੱਸ ਸਟੈਂਡ ਦੇ ਸਾਹਮਣੇ ਵਿਅਕਤੀ ਵੀ ਹੋਇਆ ਬੇਹੋਸ਼ (3, 1690, 941, 1713)
header-divider (0, 57, 1512, 59)
story4-strap: - ਅਕੈਡਮੀ ਪ੍ਰਬੰਧਕ ਅਤੇ ਮੁੱਖ ਕੋਚ ਭਗਤ ਸਿੰਘ ਧਾਲੀਵਾਲ ਨੇ ਖਿਡਾਰੀ ਦੀ ਕੀਤੀ ਸਲਾਘਾ (780, 793, 1154, 807)
page-number: 4 (5, 2, 34, 49)
story2-byline-label: ਚਾਚਾ ਚਤਰਾ ਅਲਵਿਦਾ (1001, 654, 1072, 664)
column-divider-3 (380, 1126, 381, 1638)
section-divider-2 (0, 1118, 1512, 1119)
story7-headline-line1: ਵਿਦੇਸ਼ ਜਾਣ ਦੀ ਲਾਲਸਾ ਕਾਰਨ ਪੰਜਾਬੀ ਨੌਜਵਾਨਾਂ (945, 1126, 1383, 1156)
story4-body: ਫਰੀਦਕੋਟ, 22 ਅਗਸਤ (ਜਗਦੀਸ਼ ਬਾਂਬਾ) ਪੰਜਾਬ ਕ੍ਰਿਕਟ ਐਸੋਸੀਏਸ਼ਨ ਵੱਲੋਂ ਚੱਲ ਰਹੇ ਅੰਡਰ-19 ਕ੍ਰਿਕਟ ਟ੍ਰਾਇਲ ਵਿੱਚ ਹੈਪ ਕ੍ਰਿਕਟ ਅਕੈਡਮੀ ਦੇ ਖਿਡਾਰੀ ਦੀ ਵੀਨੋ-ਮਰਕੰਡ ਟਰਾਫੀ ਲਈ ਚੋਣ ਹੋਈ ਹੈ। ਇਸ ਸਬੰਧੀ ਜਾਣਕਾਰੀ ਦਿੰਦੇ ਹੋਏ ਅਕੈਡਮੀ ਦੇ ਪ੍ਰਬੰਧਕ ਅਤੇ ਮੁੱਖ ਕੋਚ ਭਗਤ ਸਿੰਘ ਧਾਲੀਵਾਲ ਨੇ ਦੱਸਿਆ ਕਿ ਅਕੈਡਮੀ ਦਾ ਖਿਡਾਰੀ ਲਗਾਤਾਰ ਵਧੀਆ ਪ੍ਰਦਰਸ਼ਨ ਕਰ ਰਿਹਾ ਹੈ ਅਤੇ ਉਸ ਨੇ ਆਪਣੀ ਮਿਹਨਤ ਸਦਕਾ ਇਹ ਮੁਕਾਮ ਹਾਸਲ ਕੀਤਾ ਹੈ। ਵਿਜੇਂਦਰ ਟਰਾਫੀ ਖੇਡਣ ਤੋਂ ਬਾਅਦ ਖਿਡਾਰੀ ਨੂੰ ਸੂਬਾ ਪੱਧਰੀ ਟੀਮ ਵਿੱਚ ਥਾਂ ਮਿਲੀ ਹੈ। ਉਹਨਾਂ ਨੇ ਦੱਸਿਆ ਕਿ ਅਕੈਡਮੀ ਵਿੱਚ ਖਿਡਾਰੀਆਂ ਨੂੰ ਆਧੁਨਿਕ ਸਹੂਲਤਾਂ ਨਾਲ ਸਿਖਲਾਈ ਦਿੱਤੀ ਜਾਂਦੀ ਹੈ ਅਤੇ ਉਹਨਾਂ ਦੀ ਫਿਟਨੈਸ ਉੱਤੇ ਵਿਸ਼ੇਸ਼ ਧਿਆਨ ਦਿੱਤਾ ਜਾਂਦਾ ਹੈ। ਇਸ ਪ੍ਰਾਪਤੀ ਉੱਤੇ ਖਿਡਾਰੀ ਦੇ ਮਾਪਿਆਂ ਅਤੇ ਅਕੈਡਮੀ ਦੇ ਸਮੂਹ ਸਟਾਫ ਨੇ ਖੁਸ਼ੀ ਦਾ ਪ੍ਰਗਟਾਵਾ ਕੀਤਾ ਅਤੇ ਖਿਡਾਰੀ ਨੂੰ ਸ਼ੁਭਕਾਮਨਾਵਾਂ ਦਿੱਤੀਆਂ। ਕੋਚ ਨੇ ਕਿਹਾ ਕਿ ਆਉਣ ਵਾਲੇ ਸਮੇਂ ਵਿੱਚ ਅਕੈਡਮੀ ਦੇ ਹੋਰ ਖਿਡਾਰੀ ਵੀ ਦੇਸ਼ ਪੱਧਰ ਉੱਤੇ ਆਪਣਾ ਨਾਮ ਰੌਸ਼ਨ ਕਰਨਗੇ ਅਤੇ ਜ਼ਿਲ੍ਹੇ ਦਾ ਮਾਣ ਵਧਾਉਣਗੇ। (575, 817, 1352, 884)
story1-headline: ਇਫਕੋ ਨੇ ਤਲਵੰਡੀ ਕਲਾਂ ਵਿਖੇ ਕਿਸਾਨਾਂ ਨਾਲ ਨੈਨੋ ਡੀਏਪੀ ਟਰਾਇਲ ਦਾ ਕੀਤਾ ਨਿਰੀਖਣ (3, 67, 345, 160)
story7-strap: ਅਜੋਕੀ ਪੀੜ੍ਹੀ ਨੂੰ ਵਿਦੇਸ਼ੀ ਨਿਯਮਾਂ ਤੋਂ ਸੁਚੇਤ ਹੋਣ ਦੀ ਲੋੜ : ਸਿੱਧੂ (961, 1209, 1505, 1233)
story9-strap: ਭਾਜਪਾ ਵਰਕਰਾਂ ਨੇ ਭਗਵੰਤ ਮਾਨ ਦਾ ਪੁਤਲਾ ਫੂਕਕੇ ਕੀਤਾ ਰੋਸ ਪ੍ਰਦਰਸ਼ਨ (1088, 1806, 1374, 1819)
story1-photo (3, 185, 373, 390)
